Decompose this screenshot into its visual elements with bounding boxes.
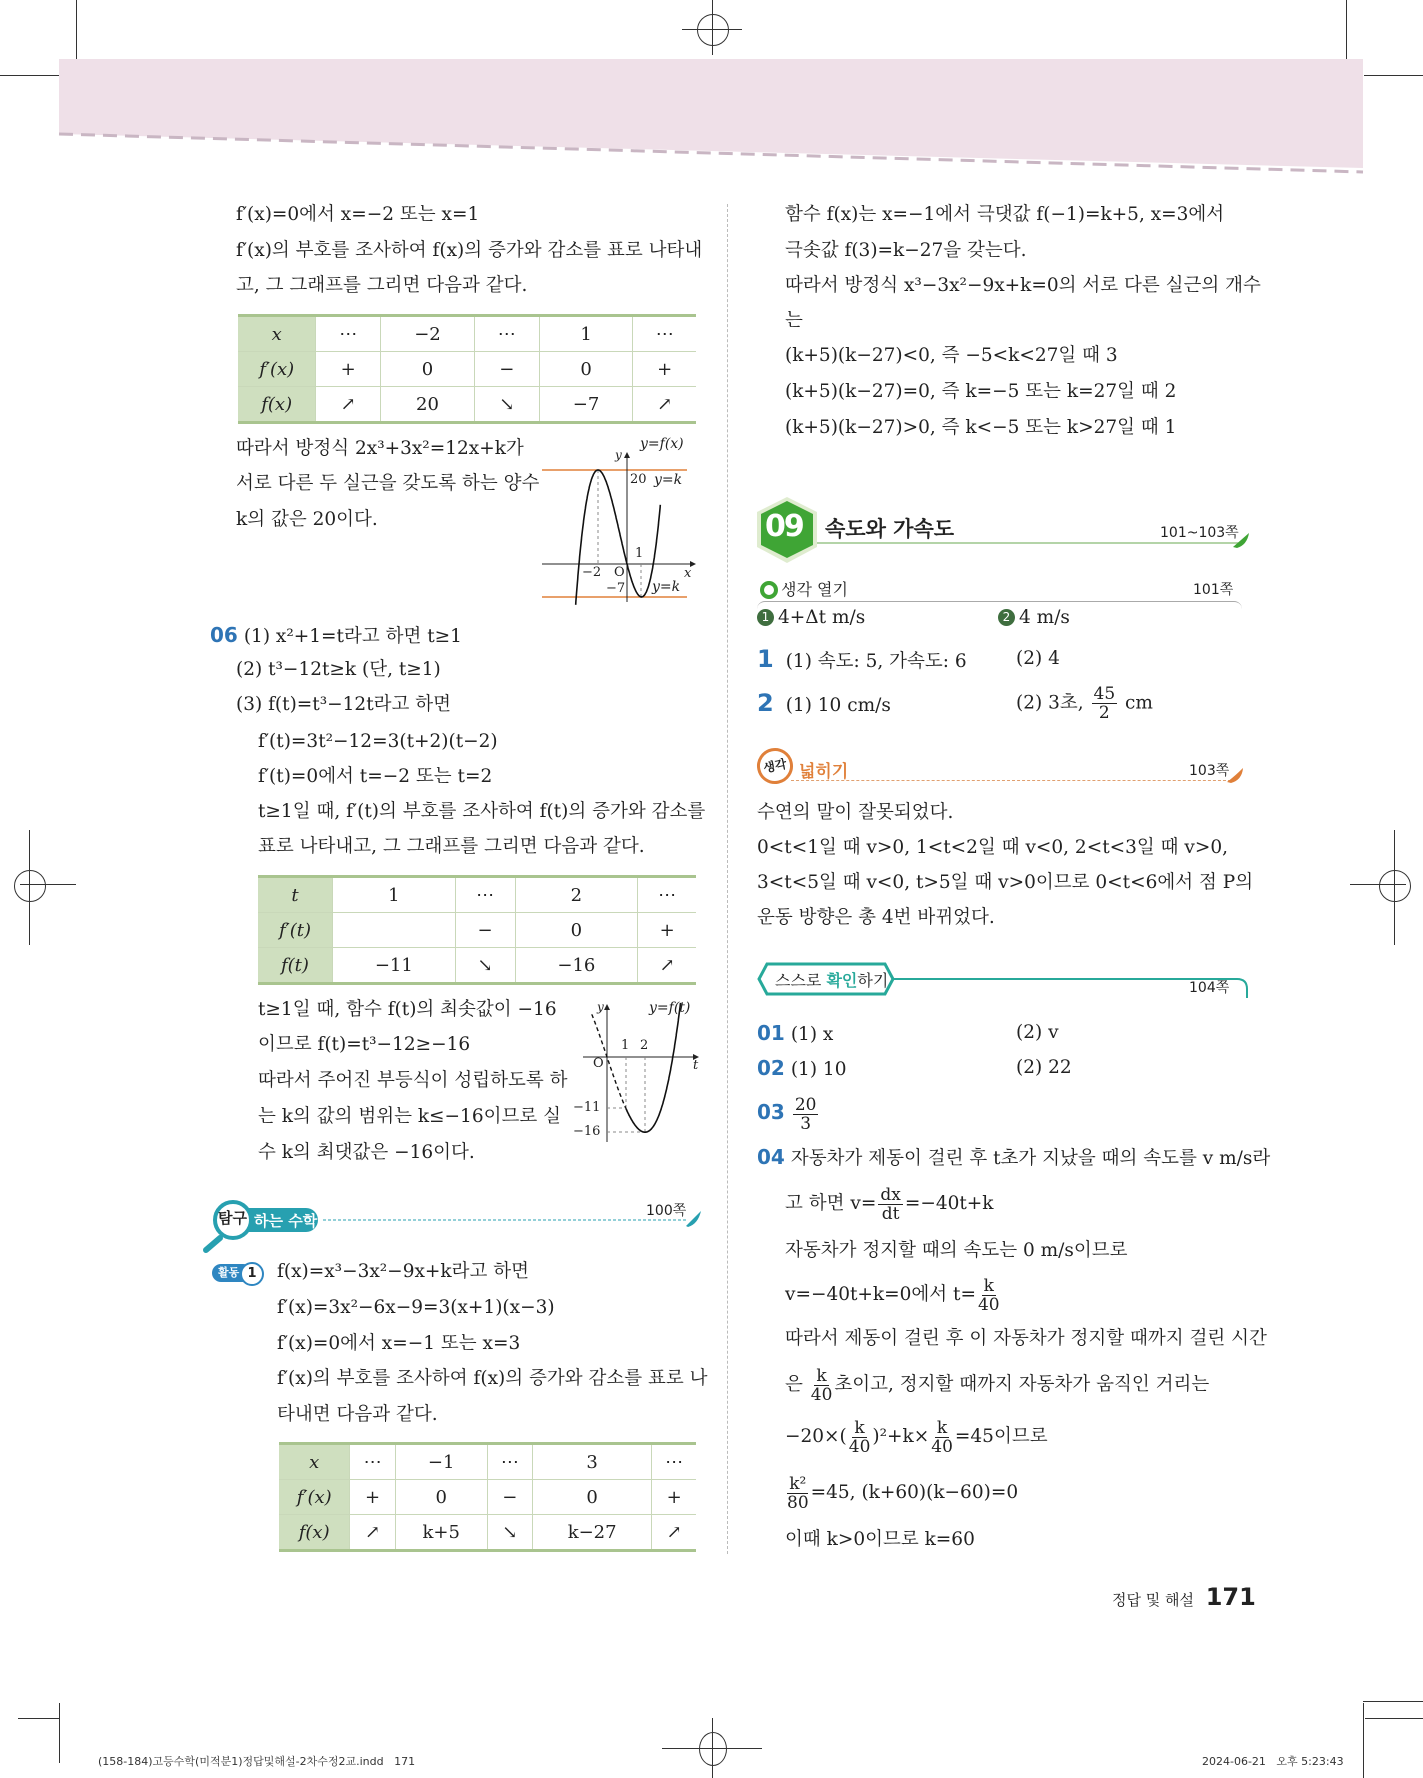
text-line: 는 k의 값의 범위는 k≤−16이므로 실	[258, 1106, 561, 1127]
activity-label: 활동	[212, 1264, 252, 1282]
table-row	[279, 1515, 696, 1551]
text: 확인	[826, 971, 858, 990]
footer-label: 정답 및 해설	[1112, 1591, 1194, 1609]
axis-label-y: y	[597, 1000, 604, 1014]
answer-part: (1) 10 cm/s	[785, 695, 891, 716]
label-y-eq-k: y=k	[652, 579, 681, 595]
label-1: 1	[621, 1038, 630, 1053]
think-open-header	[757, 574, 1247, 606]
text-line	[785, 1418, 1048, 1456]
self-check-title	[775, 968, 888, 991]
answer-1	[757, 646, 967, 675]
text: =45, (k+60)(k−60)=0	[810, 1482, 1019, 1503]
denominator: 40	[931, 1436, 953, 1457]
curve-solid-part	[626, 1003, 681, 1132]
text-line: 함수 f(x)는 x=−1에서 극댓값 f(−1)=k+5, x=3에서	[785, 204, 1225, 225]
row-header: f(x)	[279, 1515, 350, 1551]
text-line: 극솟값 f(3)=k−27을 갖는다.	[785, 240, 1027, 261]
text: =45이므로	[954, 1426, 1048, 1447]
subsection-title: 생각 열기	[781, 580, 848, 599]
fraction	[1092, 685, 1118, 722]
text-line: 따라서 방정식 2x³+3x²=12x+k가	[236, 438, 524, 459]
table-cell: +	[316, 352, 381, 387]
axis-label-t: t	[693, 1058, 699, 1073]
section-number: 09	[765, 509, 803, 544]
row-header: f′(x)	[279, 1480, 350, 1515]
table-cell: ⋯	[455, 877, 515, 913]
denominator: dt	[881, 1203, 900, 1224]
text: 은	[785, 1374, 803, 1395]
text: (2) 3초,	[1016, 692, 1084, 714]
text: 고 하면 v=	[785, 1193, 877, 1214]
table-cell: 0	[381, 352, 475, 387]
answer-02	[757, 1055, 846, 1083]
table-cell: +	[350, 1480, 395, 1515]
text-line: f′(x)=0에서 x=−1 또는 x=3	[277, 1333, 521, 1354]
table-row	[238, 316, 696, 352]
section-title: 속도와 가속도	[825, 517, 955, 541]
text-line: 서로 다른 두 실근을 갖도록 하는 양수	[236, 473, 540, 494]
table-cell: ⋯	[487, 1444, 532, 1480]
text-line	[785, 1366, 1209, 1404]
text-line: f′(x)의 부호를 조사하여 f(x)의 증가와 감소를 표로 나타내	[236, 240, 703, 261]
page-number-area	[1112, 1583, 1256, 1611]
table-cell: −	[487, 1480, 532, 1515]
page-reference: 104쪽	[1189, 980, 1230, 996]
table-cell: −2	[381, 316, 475, 352]
text: 초이고, 정지할 때까지 자동차가 움직인 거리는	[834, 1374, 1210, 1395]
subsection-title: 넓히기	[799, 762, 849, 782]
text-line: 자동차가 제동이 걸린 후 t초가 지났을 때의 속도를 v m/s라	[790, 1148, 1271, 1169]
circled-number: 1	[757, 609, 774, 626]
question-number: 03	[757, 1100, 785, 1124]
text: cm	[1125, 692, 1153, 714]
question-number: 04	[757, 1145, 785, 1169]
numerator: dx	[880, 1184, 901, 1205]
table-cell: ↗	[652, 1515, 696, 1551]
denominator: 2	[1098, 703, 1110, 723]
axis-label-x: x	[684, 566, 692, 581]
text-line: (k+5)(k−27)=0, 즉 k=−5 또는 k=27일 때 2	[785, 381, 1177, 402]
graph-cubic-ft	[573, 1000, 703, 1145]
table-row	[258, 877, 696, 913]
answer-2	[757, 690, 891, 719]
answer-03	[757, 1093, 820, 1133]
text-line	[785, 1185, 994, 1223]
text: =−40t+k	[904, 1193, 994, 1214]
self-check-header	[757, 960, 1249, 1000]
answer-open-2	[998, 605, 1070, 631]
table-row	[238, 352, 696, 387]
table-cell	[332, 913, 455, 948]
text-line: 고, 그 그래프를 그리면 다음과 같다.	[236, 275, 528, 296]
text: −20×(	[785, 1426, 847, 1447]
text-line: 이므로 f(t)=t³−12≥−16	[258, 1034, 471, 1055]
table-cell: k−27	[533, 1515, 652, 1551]
table-cell: 2	[515, 877, 638, 913]
row-header: f′(x)	[238, 352, 316, 387]
text-line: t≥1일 때, f′(t)의 부호를 조사하여 f(t)의 증가와 감소를	[258, 801, 706, 822]
text-line: 자동차가 정지할 때의 속도는 0 m/s이므로	[785, 1240, 1128, 1261]
table-cell: +	[633, 352, 696, 387]
text-line: 수 k의 최댓값은 −16이다.	[258, 1142, 475, 1163]
numerator: k	[816, 1365, 827, 1386]
activity-badge	[212, 1262, 268, 1286]
answer-open-1	[757, 605, 865, 631]
answer-04	[757, 1144, 1270, 1172]
section-header	[755, 495, 1250, 565]
text: )²+k×	[872, 1426, 930, 1447]
label-neg16: −16	[573, 1124, 601, 1139]
text: 스스로	[775, 971, 827, 990]
denominator: 80	[787, 1492, 809, 1513]
table-cell: ⋯	[638, 877, 696, 913]
table-cell: ⋯	[350, 1444, 395, 1480]
denominator: 40	[848, 1436, 871, 1457]
activity-number: 1	[240, 1262, 264, 1286]
text-line: 표로 나타내고, 그 그래프를 그리면 다음과 같다.	[258, 836, 645, 857]
table-cell: ⋯	[474, 316, 539, 352]
table-cell: ↘	[474, 387, 539, 423]
table-cell: +	[652, 1480, 696, 1515]
numerator: k	[936, 1417, 948, 1438]
label-2: 2	[640, 1038, 649, 1053]
text-line: 운동 방향은 총 4번 바뀌었다.	[757, 907, 995, 928]
row-header: f(t)	[258, 948, 332, 984]
graph-title: y=f(x)	[640, 436, 684, 452]
text-line: (k+5)(k−27)<0, 즉 −5<k<27일 때 3	[785, 345, 1118, 366]
table-cell: ↘	[455, 948, 515, 984]
text-line: (1) x²+1=t라고 하면 t≥1	[243, 626, 462, 647]
print-timestamp: 2024-06-21 오후 5:23:43	[1202, 1755, 1344, 1768]
table-cell: −	[474, 352, 539, 387]
denominator: 40	[810, 1384, 833, 1405]
answer-part: (2) 4	[1016, 648, 1060, 669]
table-cell: 0	[395, 1480, 487, 1515]
text-line	[785, 1276, 1002, 1314]
tamgu-badge: 탐구	[218, 1209, 247, 1227]
table-cell: −7	[539, 387, 633, 423]
fraction	[931, 1419, 953, 1456]
row-header: x	[238, 316, 316, 352]
text-line: 0<t<1일 때 v>0, 1<t<2일 때 v<0, 2<t<3일 때 v>0,	[757, 837, 1229, 858]
answer-part: (1) 속도: 5, 가속도: 6	[785, 651, 967, 672]
table-row	[279, 1480, 696, 1515]
table-cell: −16	[515, 948, 638, 984]
table-cell: ↘	[487, 1515, 532, 1551]
graph-cubic-fx	[542, 436, 702, 605]
text-line: f′(x)=0에서 x=−2 또는 x=1	[236, 204, 480, 225]
table-cell: ↗	[633, 387, 696, 423]
row-header: f′(t)	[258, 913, 332, 948]
table-row	[279, 1444, 696, 1480]
tamgu-section-header	[198, 1198, 703, 1258]
table-cell: 0	[533, 1480, 652, 1515]
answer-part: (2) v	[1016, 1022, 1059, 1043]
text-line	[785, 1474, 1018, 1512]
variation-table-2	[258, 875, 696, 985]
text-line: 는	[785, 310, 803, 331]
print-file-info: (158-184)고등수학(미적분1)정답및해설-2차수정2교.indd 171	[98, 1755, 416, 1768]
table-cell: −	[455, 913, 515, 948]
row-header: f(x)	[238, 387, 316, 423]
table-cell: −11	[332, 948, 455, 984]
table-cell: 1	[332, 877, 455, 913]
axis-label-y: y	[615, 448, 622, 462]
answer-part: (1) x	[790, 1024, 834, 1045]
text-line: 이때 k>0이므로 k=60	[785, 1529, 975, 1550]
text-line: (k+5)(k−27)>0, 즉 k<−5 또는 k>27일 때 1	[785, 417, 1177, 438]
table-cell: ⋯	[633, 316, 696, 352]
fraction	[787, 1475, 809, 1512]
page-number: 171	[1205, 1583, 1256, 1611]
denominator: 3	[800, 1113, 812, 1134]
circled-number: 2	[998, 609, 1015, 626]
table-cell: 1	[539, 316, 633, 352]
page-reference: 103쪽	[1189, 763, 1230, 779]
answer-part	[1016, 685, 1153, 722]
text-line: f′(x)=3x²−6x−9=3(x+1)(x−3)	[277, 1297, 555, 1318]
text-line: 3<t<5일 때 v<0, t>5일 때 v>0이므로 0<t<6에서 점 P의	[757, 872, 1254, 893]
fraction	[978, 1277, 1000, 1314]
text-line: 따라서 방정식 x³−3x²−9x+k=0의 서로 다른 실근의 개수	[785, 275, 1261, 296]
tamgu-title: 하는 수학	[254, 1212, 318, 1230]
page-range: 101~103쪽	[1160, 525, 1239, 541]
numerator: k	[983, 1275, 994, 1296]
column-divider	[727, 204, 728, 1554]
label-y-eq-k: y=k	[654, 472, 683, 488]
table-cell: ↗	[638, 948, 696, 984]
text-line: 수연의 말이 잘못되었다.	[757, 802, 954, 823]
variation-table-1	[238, 314, 696, 424]
label-neg2: −2	[582, 565, 602, 580]
text-line: f(x)=x³−3x²−9x+k라고 하면	[277, 1261, 529, 1282]
fraction	[849, 1419, 871, 1456]
label-neg7: −7	[606, 581, 626, 596]
answer-text: 4+Δt m/s	[778, 607, 866, 628]
numerator: k²	[789, 1473, 807, 1494]
table-cell: k+5	[395, 1515, 487, 1551]
page-reference: 100쪽	[646, 1203, 687, 1219]
text-line: t≥1일 때, 함수 f(t)의 최솟값이 −16	[258, 999, 557, 1020]
table-cell: ↗	[350, 1515, 395, 1551]
table-row	[258, 913, 696, 948]
think-widen-header	[757, 746, 1247, 786]
question-number: 01	[757, 1021, 785, 1045]
answer-part: (2) 22	[1016, 1057, 1072, 1078]
question-number: 2	[757, 689, 774, 717]
table-cell: 0	[515, 913, 638, 948]
table-cell: ⋯	[652, 1444, 696, 1480]
graph-title: y=f(t)	[649, 1000, 691, 1016]
text: 하기	[857, 971, 889, 990]
question-number: 02	[757, 1056, 785, 1080]
question-number: 06	[210, 623, 238, 647]
origin-label: O	[593, 1056, 604, 1071]
table-cell: ⋯	[316, 316, 381, 352]
origin-label: O	[614, 565, 625, 580]
label-20: 20	[630, 472, 647, 487]
denominator: 40	[977, 1294, 1000, 1315]
text-line: (3) f(t)=t³−12t라고 하면	[236, 694, 451, 715]
widen-badge: 생각	[754, 745, 797, 788]
row-header: t	[258, 877, 332, 913]
fraction	[811, 1367, 833, 1404]
table-cell: +	[638, 913, 696, 948]
label-1: 1	[635, 546, 644, 561]
question-number: 1	[757, 645, 774, 673]
variation-table-3	[279, 1442, 696, 1552]
table-cell: 0	[539, 352, 633, 387]
text-line: 따라서 주어진 부등식이 성립하도록 하	[258, 1070, 568, 1091]
answer-part: (1) 10	[790, 1059, 847, 1080]
question-06	[210, 622, 462, 650]
text: v=−40t+k=0에서 t=	[785, 1284, 976, 1305]
table-cell: 20	[381, 387, 475, 423]
text-line: 따라서 제동이 걸린 후 이 자동차가 정지할 때까지 걸린 시간	[785, 1328, 1267, 1349]
numerator: 20	[794, 1094, 817, 1115]
text-line: 타내면 다음과 같다.	[277, 1404, 438, 1425]
numerator: k	[854, 1417, 865, 1438]
table-cell: 3	[533, 1444, 652, 1480]
fraction	[793, 1096, 819, 1133]
text-line: k의 값은 20이다.	[236, 509, 378, 530]
answer-text: 4 m/s	[1019, 607, 1070, 628]
table-cell: −1	[395, 1444, 487, 1480]
table-row	[238, 387, 696, 423]
text-line: f′(t)=3t²−12=3(t+2)(t−2)	[258, 731, 498, 752]
row-header: x	[279, 1444, 350, 1480]
table-cell: ↗	[316, 387, 381, 423]
fraction	[878, 1186, 902, 1223]
table-row	[258, 948, 696, 984]
text-line: f′(x)의 부호를 조사하여 f(x)의 증가와 감소를 표로 나	[277, 1368, 708, 1389]
answer-01	[757, 1020, 833, 1048]
page-reference: 101쪽	[1193, 582, 1234, 598]
text-line: f′(t)=0에서 t=−2 또는 t=2	[258, 766, 493, 787]
text-line: (2) t³−12t≥k (단, t≥1)	[236, 659, 441, 680]
label-neg11: −11	[573, 1100, 601, 1115]
numerator: 45	[1093, 684, 1116, 704]
